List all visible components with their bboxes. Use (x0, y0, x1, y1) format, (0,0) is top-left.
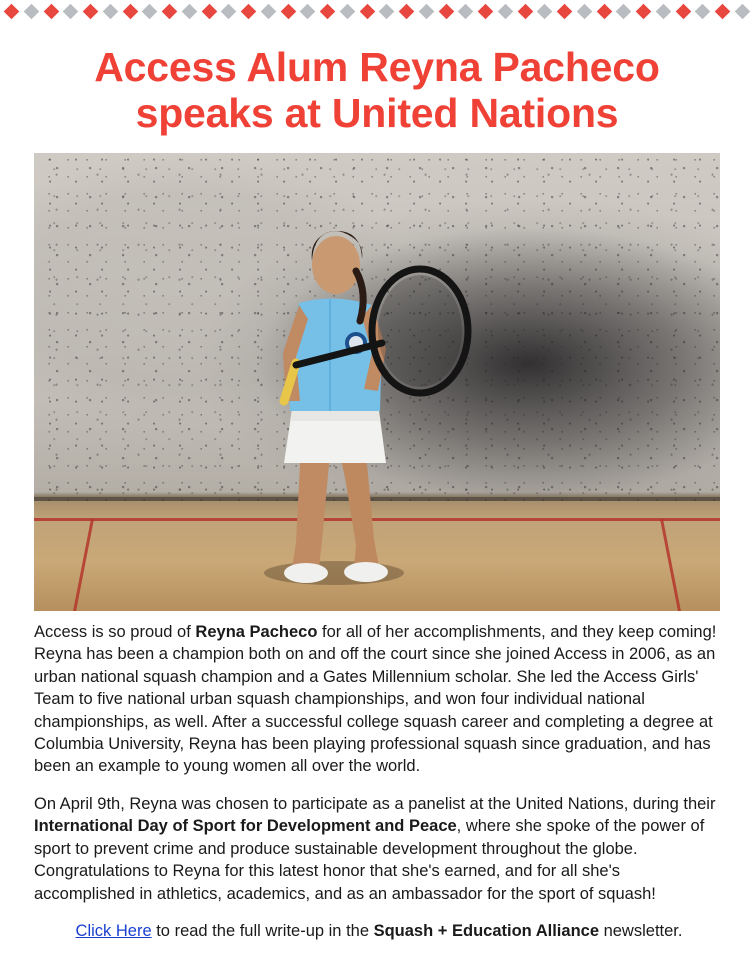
diamond-icon (122, 3, 138, 19)
diamond-icon (695, 3, 711, 19)
diamond-icon (102, 3, 118, 19)
diamond-icon (339, 3, 355, 19)
diamond-icon (162, 3, 178, 19)
diamond-icon (43, 3, 59, 19)
diamond-icon (399, 3, 415, 19)
p2-run-3: , where she spoke of the power of sport to prevent crime and produce sustainable development throughout the globe. Congratulations to Reyna for this latest honor that she's earned, and for all she's accomplished in athletics, academics, and as an ambassador for the sport of squash! (34, 817, 705, 903)
paragraph-1 (34, 621, 724, 778)
diamond-icon (142, 3, 158, 19)
diamond-icon (359, 3, 375, 19)
diamond-icon (616, 3, 632, 19)
diamond-icon (418, 3, 434, 19)
click-here-link[interactable]: Click Here (75, 922, 152, 941)
call-to-action (34, 920, 724, 942)
diamond-icon (320, 3, 336, 19)
hero-image (34, 153, 720, 611)
cta-trailing-text: newsletter. (599, 922, 683, 941)
diamond-icon (221, 3, 237, 19)
diamond-ornament-row (0, 3, 754, 19)
paragraph-2 (34, 793, 724, 905)
diamond-icon (260, 3, 276, 19)
diamond-icon (4, 3, 20, 19)
decorative-top-border (0, 0, 754, 23)
diamond-icon (497, 3, 513, 19)
diamond-icon (675, 3, 691, 19)
page-title: Access Alum Reyna Pacheco speaks at United Nations (94, 44, 660, 136)
diamond-icon (537, 3, 553, 19)
p1-run-1: Access is so proud of (34, 622, 196, 641)
diamond-icon (576, 3, 592, 19)
diamond-icon (379, 3, 395, 19)
hero-image-background (34, 153, 720, 611)
diamond-icon (23, 3, 39, 19)
p2-run-2: International Day of Sport for Development and Peace (34, 817, 457, 836)
diamond-icon (181, 3, 197, 19)
p1-run-3: for all of her accomplishments, and they keep coming! Reyna has been a champion both on and off the court since she joined Access in 2006, as an urban national squash champion and a Gates Millennium scholar. She led the Access Girls' Team to five national urban squash championships, and won four individual national championships, as well. After a successful college squash career and completing a degree at Columbia University, Reyna has been playing professional squash since graduation, and has been an example to young women all over the world. (34, 622, 717, 776)
diamond-icon (557, 3, 573, 19)
diamond-icon (458, 3, 474, 19)
diamond-icon (715, 3, 731, 19)
cta-organization: Squash + Education Alliance (373, 922, 599, 941)
diamond-icon (478, 3, 494, 19)
diamond-icon (280, 3, 296, 19)
athlete-figure (34, 153, 720, 611)
diamond-icon (636, 3, 652, 19)
diamond-icon (201, 3, 217, 19)
diamond-icon (83, 3, 99, 19)
diamond-icon (241, 3, 257, 19)
diamond-icon (438, 3, 454, 19)
diamond-icon (63, 3, 79, 19)
diamond-icon (517, 3, 533, 19)
diamond-icon (300, 3, 316, 19)
cta-middle-text: to read the full write-up in the (151, 922, 374, 941)
p2-run-1: On April 9th, Reyna was chosen to participate as a panelist at the United Nations, during their (34, 794, 716, 813)
p1-run-2: Reyna Pacheco (195, 622, 318, 641)
diamond-icon (596, 3, 612, 19)
diamond-icon (734, 3, 750, 19)
diamond-icon (655, 3, 671, 19)
article-body (34, 621, 724, 943)
